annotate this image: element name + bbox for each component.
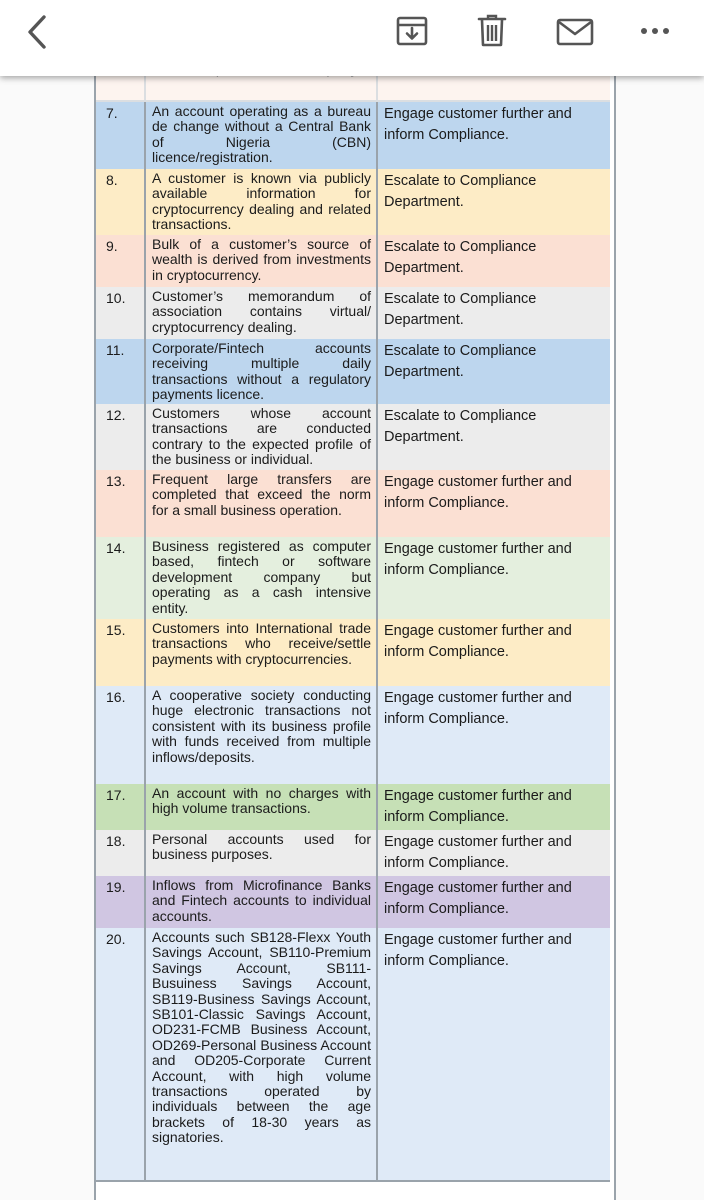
row-number-cell (96, 169, 146, 235)
description-cell (146, 876, 378, 928)
description-cell (146, 830, 378, 876)
description-cell (146, 619, 378, 686)
action-cell (378, 784, 610, 830)
red-flag-description: Customers into International trade transactions who receive/settle payments with cryptocurrencies. (152, 620, 371, 667)
red-flag-description: Personal accounts used for business purposes. (152, 831, 371, 863)
required-action: Engage customer further and inform Compliance. (384, 834, 572, 871)
row-number-cell (96, 686, 146, 784)
action-cell (378, 470, 610, 537)
required-action: Escalate to Compliance Department. (384, 173, 537, 210)
red-flag-description: Accounts such SB128-Flexx Youth Savings Account, SB110-Premium Savings Account, SB111-Busuiness Savings Account, SB119-Business Savings Account, SB101-Classic Savings Account, OD231-FCMB Business Account, OD269-Personal Business Account and OD205-Corporate Current Account, with high volume transactions operated by individuals between the age brackets of 18-30 years as signatories. (152, 929, 371, 1146)
table-row (96, 169, 610, 237)
red-flag-description: An account with no charges with high volume transactions. (152, 785, 371, 817)
row-number: 15. (106, 622, 126, 638)
row-number-cell (96, 404, 146, 470)
red-flag-description: Frequent large transfers are completed that exceed the norm for a small business operation. (152, 471, 371, 518)
action-cell (378, 235, 610, 287)
description-cell (146, 235, 378, 287)
table-row (96, 619, 610, 688)
red-flag-description: Bulk of a customer’s source of wealth is derived from investments in cryptocurrency. (152, 236, 371, 283)
required-action: Engage customer further and inform Compliance. (384, 106, 572, 143)
table-row (96, 287, 610, 341)
mail-icon[interactable] (556, 17, 594, 47)
action-cell (378, 537, 610, 619)
required-action: Engage customer further and inform Compliance. (384, 690, 572, 727)
row-number-cell (96, 102, 146, 169)
more-icon[interactable] (640, 26, 672, 36)
table-row (96, 102, 610, 171)
action-cell (378, 928, 610, 1180)
table-row (96, 928, 610, 1182)
delete-icon[interactable] (476, 13, 508, 49)
required-action: Engage customer further and inform Compliance. (384, 623, 572, 660)
required-action: Escalate to Compliance Department. (384, 408, 537, 445)
table-row (96, 470, 610, 539)
table-row (96, 784, 610, 832)
required-action: Engage customer further and inform Compliance. (384, 788, 572, 825)
description-cell (146, 470, 378, 537)
row-number: 8. (106, 172, 118, 188)
red-flag-description: An account operating as a bureau de change without a Central Bank of Nigeria (CBN) licence/registration. (152, 103, 371, 166)
red-flag-description: Customers whose account transactions are conducted contrary to the expected profile of the business or individual. (152, 405, 371, 468)
row-number: 17. (106, 787, 126, 803)
table-row (96, 339, 610, 406)
action-cell (378, 686, 610, 784)
action-cell (378, 287, 610, 339)
row-number-cell (96, 876, 146, 928)
red-flag-description: Business registered as computer based, fintech or software development company but operating as a cash intensive entity. (152, 538, 371, 616)
row-number: 14. (106, 540, 126, 556)
row-number-cell (96, 287, 146, 339)
description-cell (146, 287, 378, 339)
action-cell (378, 404, 610, 470)
action-cell (378, 102, 610, 169)
row-number-cell (96, 339, 146, 404)
row-number: 20. (106, 931, 126, 947)
required-action: Escalate to Compliance Department. (384, 291, 537, 328)
required-action: Escalate to Compliance Department. (384, 343, 537, 380)
row-number: 18. (106, 833, 126, 849)
table-row (96, 830, 610, 878)
row-number-cell (96, 928, 146, 1180)
row-number-cell (96, 619, 146, 686)
table-row (96, 686, 610, 786)
table-row (96, 876, 610, 930)
row-number-cell (96, 235, 146, 287)
back-arrow-icon[interactable] (22, 14, 54, 50)
row-number: 16. (106, 689, 126, 705)
row-number-cell (96, 537, 146, 619)
red-flag-description: A customer is known via publicly available information for cryptocurrency dealing and related transactions. (152, 170, 371, 233)
row-number-cell (96, 830, 146, 876)
description-cell (146, 169, 378, 235)
row-number: 12. (106, 407, 126, 423)
action-cell (378, 876, 610, 928)
description-cell (146, 928, 378, 1180)
required-action: Engage customer further and inform Compliance. (384, 474, 572, 511)
action-cell (378, 830, 610, 876)
red-flag-description: Corporate/Fintech accounts receiving multiple daily transactions without a regulatory payments licence. (152, 340, 371, 403)
description-cell (146, 784, 378, 830)
archive-icon[interactable] (395, 15, 429, 47)
red-flag-description: Customer’s memorandum of association contains virtual/ cryptocurrency dealing. (152, 288, 371, 335)
action-cell (378, 169, 610, 235)
top-app-bar (0, 0, 704, 76)
table-row (96, 537, 610, 621)
red-flag-description: A cooperative society conducting huge electronic transactions not consistent with its business profile with funds received from multiple inflows/deposits. (152, 687, 371, 765)
row-number: 10. (106, 290, 126, 306)
description-cell (146, 404, 378, 470)
action-cell (378, 619, 610, 686)
action-cell (378, 339, 610, 404)
description-cell (146, 537, 378, 619)
document-table (94, 0, 616, 1200)
table-row (96, 235, 610, 289)
description-cell (146, 102, 378, 169)
row-number: 9. (106, 238, 118, 254)
required-action: Engage customer further and inform Compliance. (384, 932, 572, 969)
description-cell (146, 339, 378, 404)
row-number: 11. (106, 342, 125, 358)
row-number-cell (96, 470, 146, 537)
red-flag-description: Inflows from Microfinance Banks and Fintech accounts to individual accounts. (152, 877, 371, 924)
row-number: 7. (106, 105, 118, 121)
row-number-cell (96, 784, 146, 830)
required-action: Escalate to Compliance Department. (384, 239, 537, 276)
description-cell (146, 686, 378, 784)
required-action: Engage customer further and inform Compliance. (384, 541, 572, 578)
row-number: 13. (106, 473, 126, 489)
table-row (96, 404, 610, 472)
row-number: 19. (106, 879, 126, 895)
required-action: Engage customer further and inform Compliance. (384, 880, 572, 917)
